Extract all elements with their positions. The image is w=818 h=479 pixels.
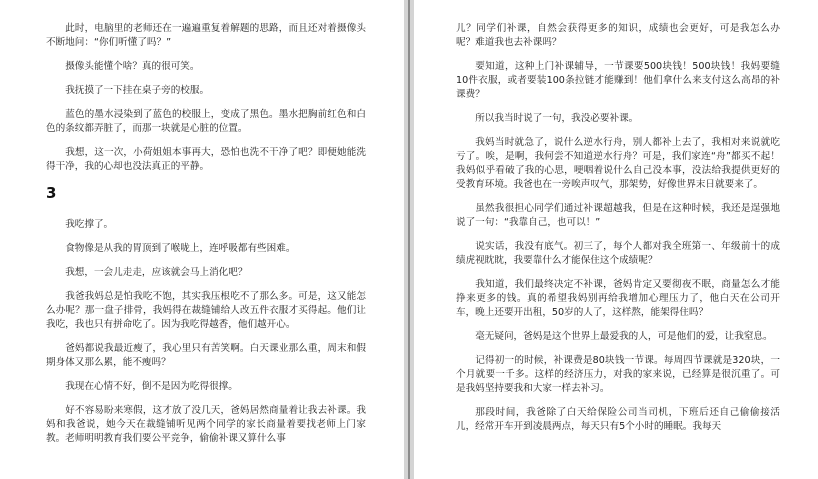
paragraph: 要知道，这种上门补课辅导，一节课要500块钱！500块钱！我妈要缝10件衣服，或者要装100条拉链才能赚到！他们拿什么来支付这么高昂的补课费？ (456, 61, 780, 100)
paragraph: 好不容易盼来寒假，这才放了没几天，爸妈居然商量着让我去补课。我妈和我爸说，她今天在裁缝铺听见两个同学的家长商量着要找老师上门家教。老师明明教育我们要公平竞争，偷偷补课又算什么事 (46, 405, 366, 444)
page-divider (408, 0, 410, 479)
paragraph-continued: 儿？同学们补课，自然会获得更多的知识，成绩也会更好，可是我怎么办呢？难道我也去补课吗？ (456, 23, 780, 48)
right-page (414, 0, 818, 479)
paragraph: 爸妈都说我最近瘦了，我心里只有苦笑啊。白天课业那么重，周末和假期身体又那么累，能不瘦吗？ (46, 343, 366, 368)
paragraph: 说实话，我没有底气。初三了，每个人都对我全班第一、年级前十的成绩虎视眈眈，我要靠什么才能保住这个成绩呢？ (456, 241, 780, 266)
paragraph: 我妈当时就急了，说什么逆水行舟，别人都补上去了，我相对来说就吃亏了。唉，是啊，我何尝不知道逆水行舟？可是，我们家连“舟”都买不起！我妈似乎看破了我的心思，哽咽着说什么自己没本事，没法给我提供更好的受教育环境。我爸也在一旁唉声叹气，那架势，好像世界末日就要来了。 (456, 137, 780, 190)
paragraph: 我爸我妈总是怕我吃不饱，其实我压根吃不了那么多。可是，这又能怎么办呢？那一盘子排骨，我妈得在裁缝铺给人改五件衣服才买得起。他们让我吃，我也只有拼命吃了。因为我吃得越香，他们越开心。 (46, 291, 366, 330)
paragraph: 食物像是从我的胃顶到了喉咙上，连呼吸都有些困难。 (65, 243, 296, 254)
paragraph: 我想，一会儿走走，应该就会马上消化吧？ (65, 267, 248, 278)
paragraph: 蓝色的墨水浸染到了蓝色的校服上，变成了黑色。墨水把胸前红色和白色的条纹都弄脏了，而那一块就是心脏的位置。 (46, 109, 366, 134)
paragraph: 我吃撑了。 (65, 219, 114, 230)
paragraph: 虽然我很担心同学们通过补课超越我，但是在这种时候，我还是逞强地说了一句：“我靠自己，也可以！” (456, 203, 780, 228)
paragraph: 此时，电脑里的老师还在一遍遍重复着解题的思路，而且还对着摄像头不断地问：“你们听懂了吗？” (46, 23, 366, 48)
paragraph: 摄像头能懂个啥？真的很可笑。 (65, 61, 200, 72)
paragraph: 那段时间，我爸除了白天给保险公司当司机，下班后还自己偷偷接活儿，经常开车开到凌晨两点，每天只有5个小时的睡眠。我每天 (456, 407, 780, 432)
paragraph: 所以我当时说了一句，我没必要补课。 (475, 113, 639, 124)
paragraph: 我抚摸了一下挂在桌子旁的校服。 (65, 85, 210, 96)
paragraph: 我现在心情不好，倒不是因为吃得很撑。 (65, 381, 238, 392)
left-page (0, 0, 404, 479)
chapter-heading: 3 (46, 184, 57, 202)
paragraph: 我想，这一次，小荷姐姐本事再大，恐怕也洗不干净了吧？即便她能洗得干净，我的心却也没法真正的平静。 (46, 147, 366, 172)
paragraph: 记得初一的时候，补课费是80块钱一节课。每周四节课就是320块，一个月就要一千多。这样的经济压力，对我的家来说，已经算是很沉重了。可是我妈坚持要我和大家一样去补习。 (456, 355, 780, 394)
paragraph: 我知道，我们最终决定不补课，爸妈肯定又要彻夜不眠，商量怎么才能挣来更多的钱。真的希望我妈别再给我增加心理压力了，他白天在公司开车，晚上还要开出租，50岁的人了，这样熬，能架得住吗？ (456, 279, 780, 318)
paragraph: 毫无疑问，爸妈是这个世界上最爱我的人，可是他们的爱，让我窒息。 (475, 331, 773, 342)
